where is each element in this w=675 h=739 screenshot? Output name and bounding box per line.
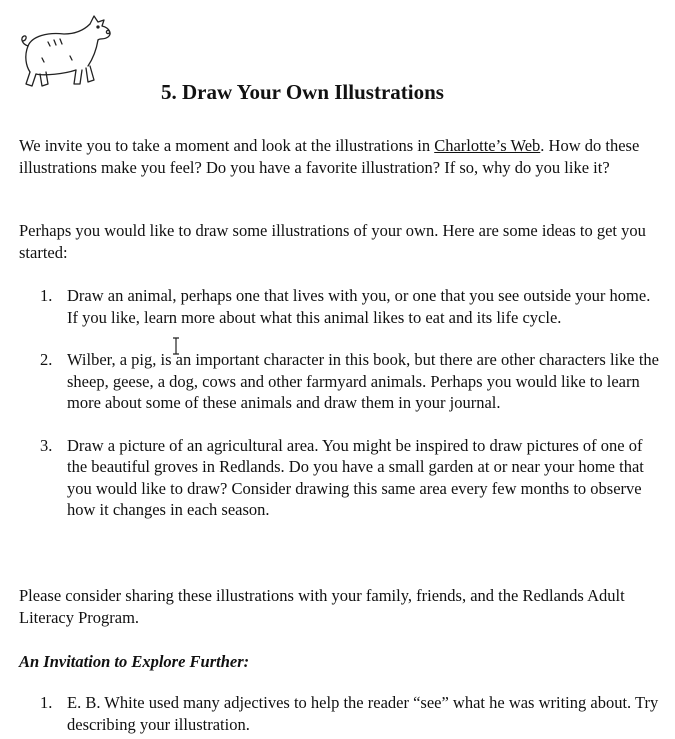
explore-list (19, 692, 659, 735)
text-cursor-icon (171, 337, 181, 355)
list-item (19, 692, 659, 735)
intro-rest: . How do these illustrations make you feel? Do you have a favorite illustration? If so, why do you like it? (19, 136, 640, 177)
item-text: Draw a picture of an agricultural area. You might be inspired to draw pictures of one of the beautiful groves in Redlands. Do you have a small garden at or near your home that you would like to draw? Consider drawing this same area every few months to observe how it changes in each season. (67, 435, 644, 519)
ideas-intro: Perhaps you would like to draw some illustrations of your own. Here are some ideas to get you started: (19, 221, 646, 262)
intro-paragraph (19, 135, 659, 178)
intro-lead: We invite you to take a moment and look at the illustrations in (19, 136, 435, 155)
ideas-list (19, 285, 659, 521)
item-number: 3. (40, 435, 53, 455)
list-item (19, 435, 659, 521)
item-number: 1. (40, 286, 53, 305)
explore-heading: An Invitation to Explore Further: (19, 652, 250, 671)
item-number: 1. (40, 693, 53, 712)
page-title: 5. Draw Your Own Illustrations (161, 80, 444, 104)
item-number: 2. (40, 350, 53, 369)
item-text: E. B. White used many adjectives to help the reader “see” what he was writing about. Try describing your illustration. (67, 693, 659, 734)
book-title: Charlotte’s Web (434, 136, 541, 155)
list-item (19, 349, 659, 414)
item-text: Draw an animal, perhaps one that lives with you, or one that you see outside your home. If you like, learn more about what this animal likes to eat and its life cycle. (67, 286, 651, 327)
sharing-paragraph: Please consider sharing these illustrations with your family, friends, and the Redlands Adult Literacy Program. (19, 586, 625, 627)
list-item (19, 285, 659, 328)
item-text: Wilber, a pig, is an important character in this book, but there are other characters like the sheep, geese, a dog, cows and other farmyard animals. Perhaps you would like to learn more about some of these animals and draw them in your journal. (67, 350, 659, 412)
pig-illustration (14, 12, 114, 94)
